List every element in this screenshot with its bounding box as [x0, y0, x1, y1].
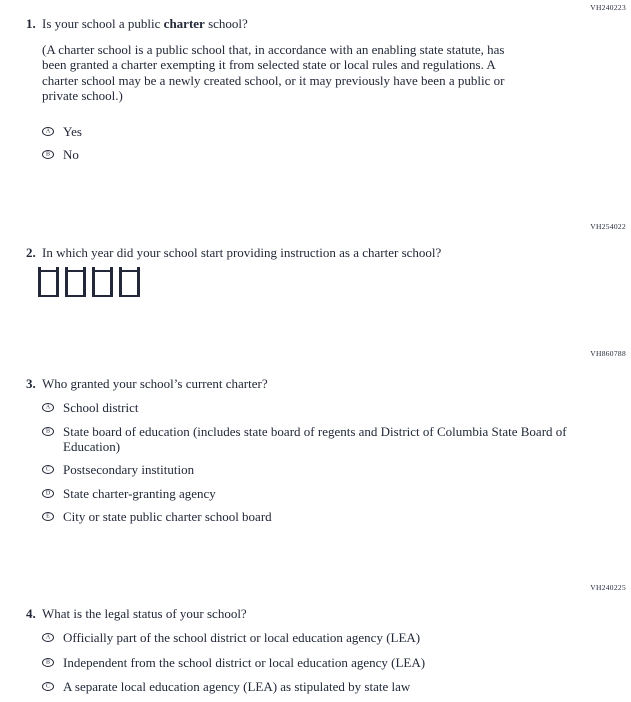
- answer-bubble-d-icon[interactable]: D: [42, 489, 54, 498]
- q1-option-no[interactable]: [42, 147, 79, 162]
- q3-option-a-label: School district: [63, 400, 139, 415]
- question-4-number: 4.: [26, 606, 36, 621]
- q3-option-charter-agency[interactable]: [42, 486, 216, 501]
- answer-bubble-a-icon[interactable]: A: [42, 633, 54, 642]
- item-code-4: VH240225: [590, 583, 626, 592]
- q4-option-part-of-lea[interactable]: [42, 630, 420, 645]
- question-1-title: [26, 16, 248, 32]
- year-digit-box-2[interactable]: [65, 270, 86, 297]
- q3-option-c-label: Postsecondary institution: [63, 462, 195, 477]
- question-2-number: 2.: [26, 245, 36, 260]
- question-3-title: [26, 376, 268, 392]
- question-2-title: [26, 245, 441, 261]
- q3-option-d-label: State charter-granting agency: [63, 486, 216, 501]
- answer-bubble-b-icon[interactable]: B: [42, 427, 54, 436]
- answer-bubble-a-icon[interactable]: A: [42, 403, 54, 412]
- q4-option-a-label: Officially part of the school district or local education agency (LEA): [63, 630, 421, 645]
- question-3-number: 3.: [26, 376, 36, 391]
- item-code-3: VH860788: [590, 349, 626, 358]
- item-code-2: VH254022: [590, 222, 626, 231]
- q3-option-city-state-board[interactable]: [42, 509, 272, 524]
- q3-option-b-label: State board of education (includes state board of regents and District of Columbia State Board of Education): [63, 424, 567, 455]
- q3-option-e-label: City or state public charter school board: [63, 509, 272, 524]
- question-2-text: In which year did your school start providing instruction as a charter school?: [42, 245, 442, 260]
- q3-option-school-district[interactable]: [42, 400, 138, 415]
- answer-bubble-c-icon[interactable]: C: [42, 465, 54, 474]
- question-4-text: What is the legal status of your school?: [42, 606, 247, 621]
- q1-option-yes[interactable]: [42, 124, 82, 139]
- q1-option-no-label: No: [63, 147, 79, 162]
- answer-bubble-c-icon[interactable]: C: [42, 682, 54, 691]
- q3-option-postsecondary[interactable]: [42, 462, 194, 477]
- year-entry-boxes: [38, 270, 140, 297]
- answer-bubble-b-icon[interactable]: B: [42, 658, 54, 667]
- answer-bubble-e-icon[interactable]: E: [42, 512, 54, 521]
- year-digit-box-4[interactable]: [119, 270, 140, 297]
- q3-option-state-board[interactable]: [42, 424, 615, 455]
- question-1-text: Is your school a public charter school?: [42, 16, 248, 31]
- answer-bubble-a-icon[interactable]: A: [42, 127, 54, 136]
- q4-option-c-label: A separate local education agency (LEA) as stipulated by state law: [63, 679, 411, 694]
- question-1-number: 1.: [26, 16, 36, 31]
- year-digit-box-1[interactable]: [38, 270, 59, 297]
- answer-bubble-b-icon[interactable]: B: [42, 150, 54, 159]
- item-code-1: VH240223: [590, 3, 626, 12]
- q4-option-independent[interactable]: [42, 655, 425, 670]
- question-3-text: Who granted your school’s current charter?: [42, 376, 268, 391]
- q4-option-separate-lea[interactable]: [42, 679, 410, 694]
- question-4-title: [26, 606, 247, 622]
- year-digit-box-3[interactable]: [92, 270, 113, 297]
- question-1-description: (A charter school is a public school that, in accordance with an enabling state statute, has been granted a charter exempting it from selected state or local rules and regulations. A charter school may be a newly created school, or it may previously have been a public or private school.): [42, 42, 505, 104]
- q4-option-b-label: Independent from the school district or local education agency (LEA): [63, 655, 426, 670]
- q1-option-yes-label: Yes: [63, 124, 82, 139]
